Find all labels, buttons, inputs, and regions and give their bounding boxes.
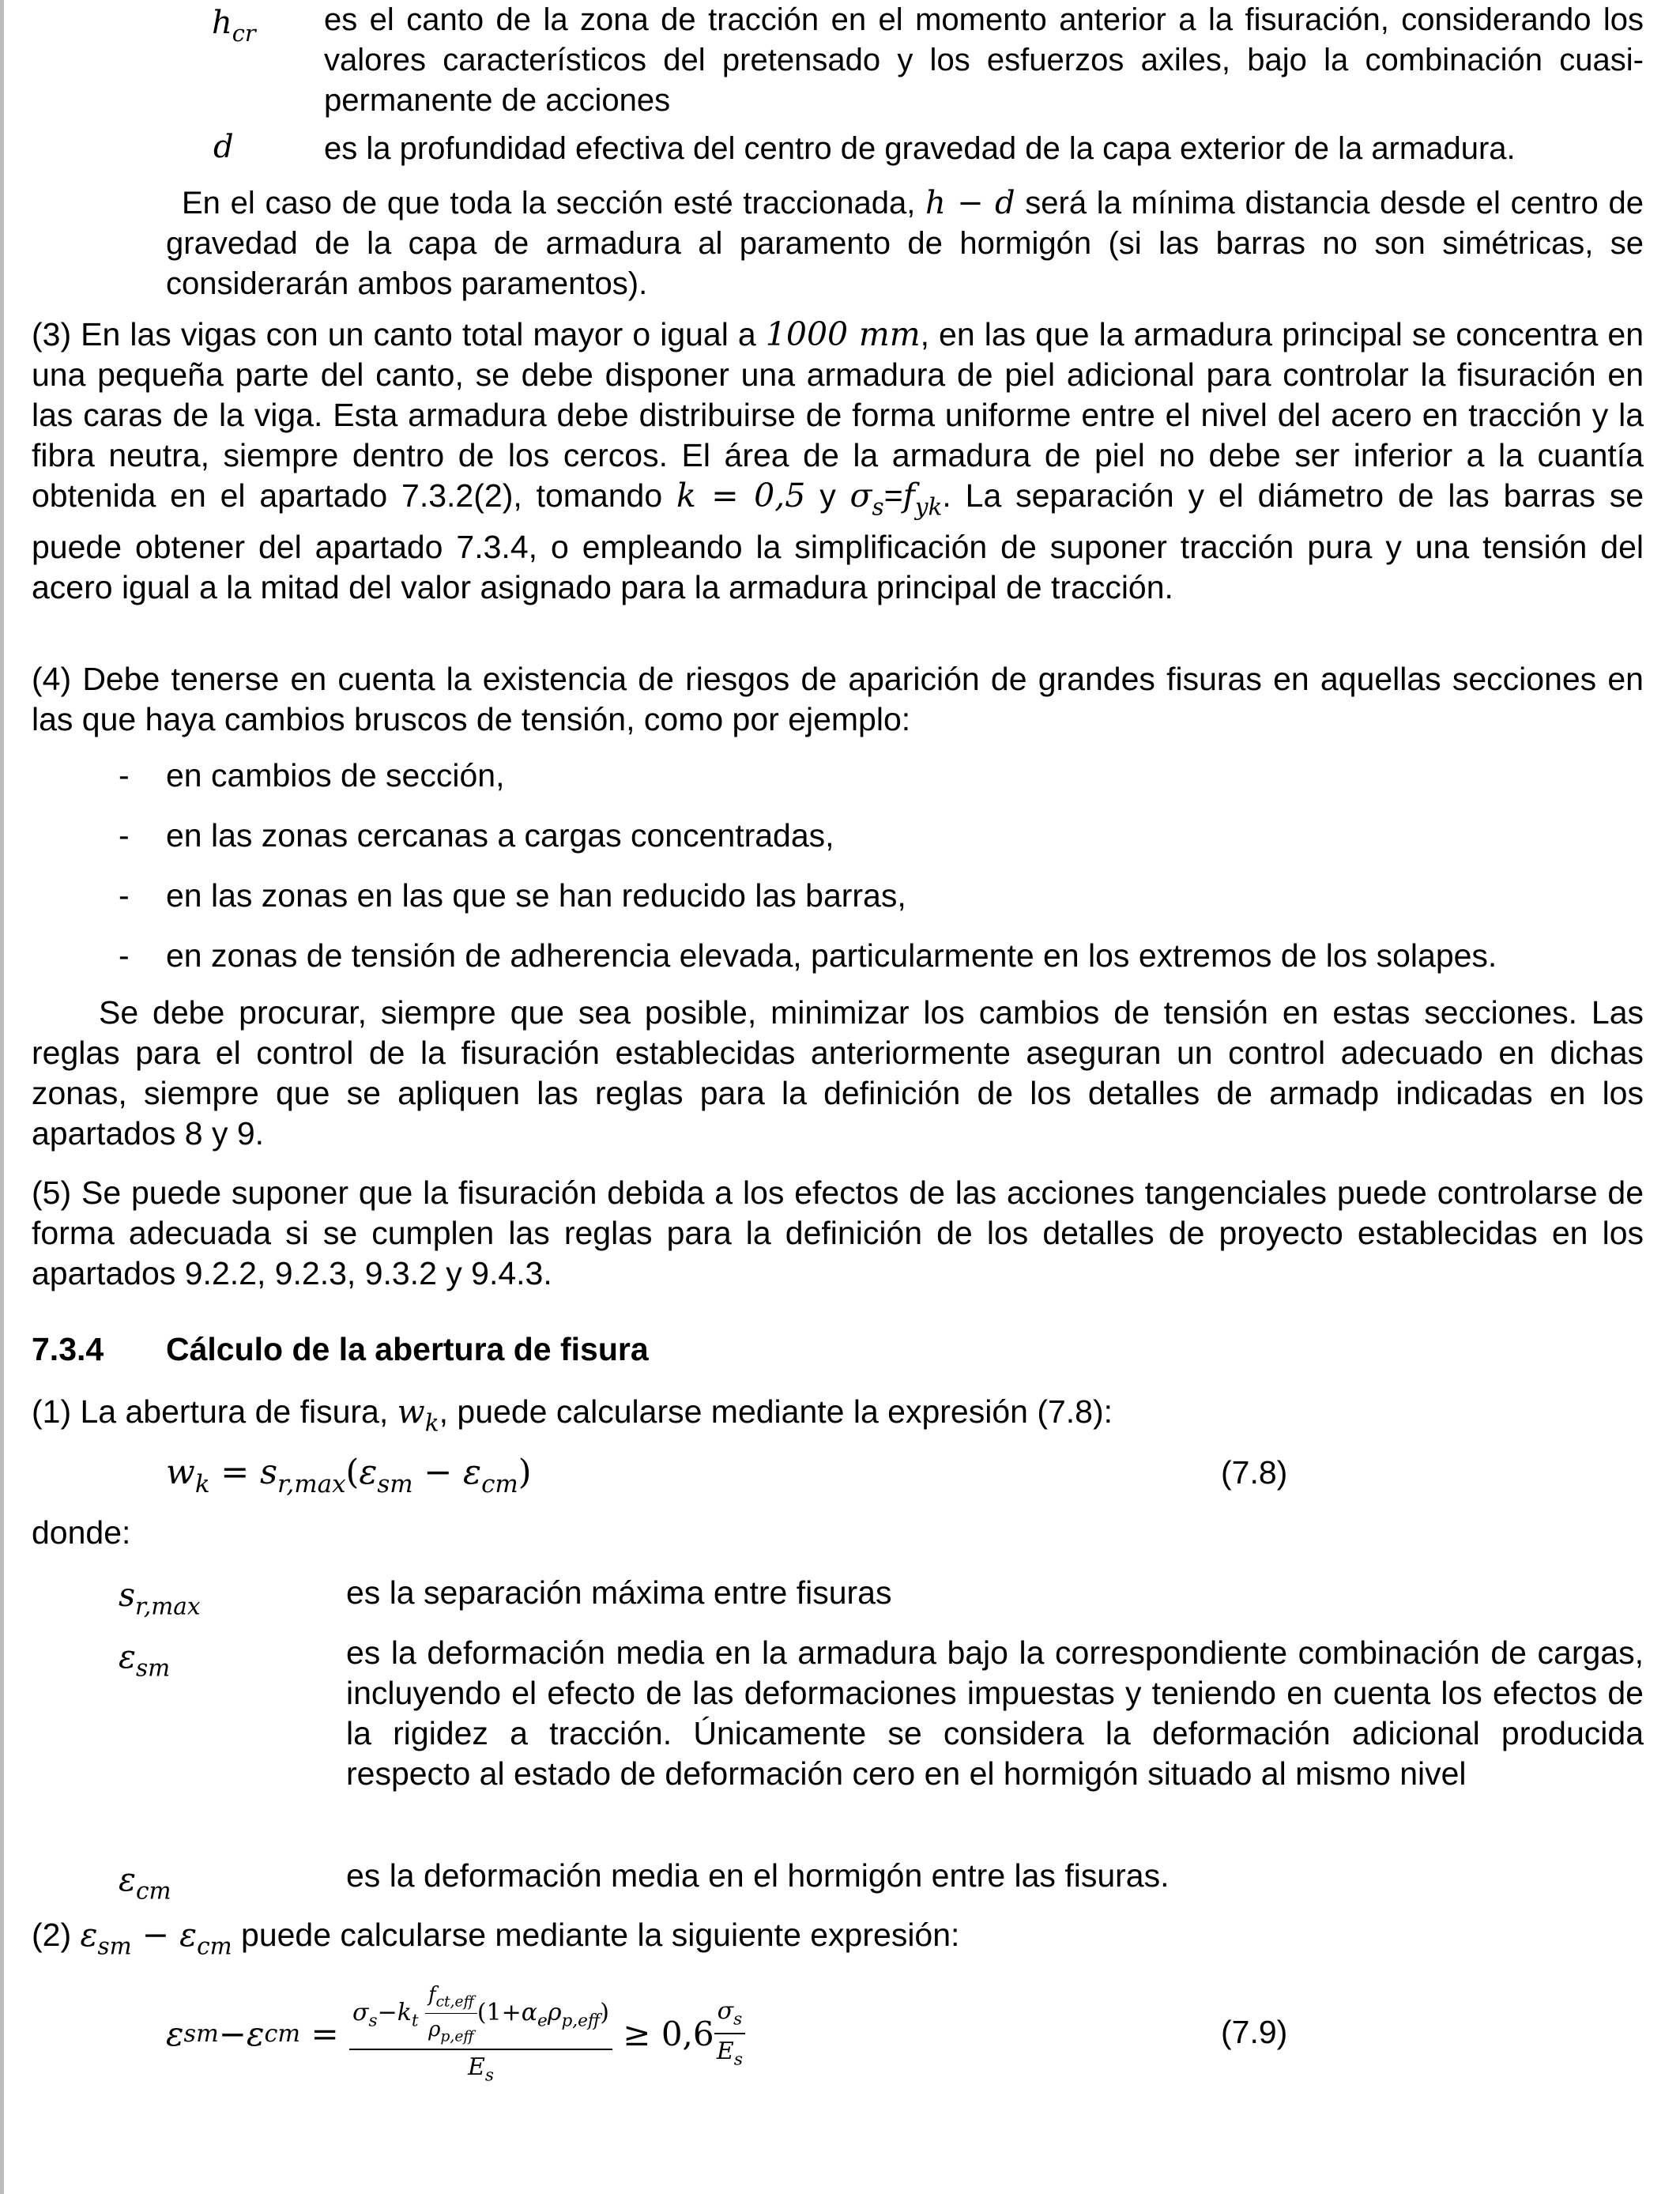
bullet-dash: - [119, 877, 130, 914]
def-text-esm: es la deformación media en la armadura bajo la correspondiente combinación de cargas, incluyendo el efecto de las deformaciones impuestas y teniendo en cuenta los efectos de la rigidez a tracción. Únicamente se considera la deformación adicional producida respecto al estado de deformación cero en el hormigón situado al mismo nivel [346, 1634, 1644, 1792]
main-denominator: $E_s$ [467, 2053, 494, 2086]
section-number: 7.3.4 [32, 1331, 104, 1367]
def-text-d: es la profundidad efectiva del centro de gravedad de la capa exterior de la armadura. [324, 131, 1516, 166]
bullet-dash: - [119, 757, 130, 794]
def-symbol-srmax: $s_{r,max}$ [119, 1576, 201, 1620]
donde-label: donde: [32, 1514, 131, 1551]
bullet-item: en las zonas cercanas a cargas concentradas, [166, 817, 834, 854]
def-text-ecm: es la deformación media en el hormigón entre las fisuras. [346, 1857, 1170, 1894]
section-title: Cálculo de la abertura de fisura [166, 1331, 649, 1367]
def-text-hcr: es el canto de la zona de tracción en el momento anterior a la fisuración, considerando los valores característicos del pretensado y los esfuerzos axiles, bajo la combinación cuasi-permanente de acciones [324, 2, 1644, 118]
def-symbol-esm: $\varepsilon_{sm}$ [119, 1638, 171, 1682]
equation-7-8: $w_k = s_{r,max}(\varepsilon_{sm} - \varepsilon_{cm})$ [166, 1453, 532, 1498]
def-symbol-d: d [213, 129, 234, 165]
equation-7-9-rhs-fraction: $\frac{\sigma_s}{E_s}$ [714, 1997, 746, 2069]
bullet-dash: - [119, 817, 130, 854]
equation-number-7-9: (7.9) [1221, 2014, 1288, 2050]
equation-7-9: ε sm − ε cm = $\sigma_s-k_t$ $\frac{f_{ct,eff}}{\rho_{p,eff}}$ $(1+\alpha_e\rho_{p,eff})$ $E_s$ ≥ 0,6 $\frac{\sigma_s}{E_s}$ [166, 1974, 745, 2093]
paragraph-2-deformacion: (2) $\varepsilon_{sm} - \varepsilon_{cm}$ puede calcularse mediante la siguiente expresión: [32, 1916, 960, 1960]
bullet-item: en zonas de tensión de adherencia elevada, particularmente en los extremos de los solapes. [166, 937, 1497, 974]
equation-number-7-8: (7.8) [1221, 1454, 1288, 1491]
bullet-item: en las zonas en las que se han reducido las barras, [166, 877, 906, 914]
inner-fraction: $\frac{f_{ct,eff}}{\rho_{p,eff}}$ [425, 1982, 477, 2045]
bullet-dash: - [119, 937, 130, 974]
paragraph-5: (5) Se puede suponer que la fisuración debida a los efectos de las acciones tangenciales puede controlarse de forma adecuada si se cumplen las reglas para la definición de los detalles de proyecto establecidas en los apartados 9.2.2, 9.2.3, 9.3.2 y 9.4.3. [32, 1174, 1644, 1291]
paragraph-3: (3) En las vigas con un canto total mayor o igual a 1000 mm, en las que la armadura principal se concentra en una pequeña parte del canto, se debe disponer una armadura de piel adicional para controlar la fisuración en las caras de la viga. Esta armadura debe distribuirse de forma uniforme entre el nivel del acero en tracción y la fibra neutra, siempre dentro de los cercos. El área de la armadura de piel no debe ser inferior a la cuantía obtenida en el apartado 7.3.2(2), tomando k = 0,5 y $\sigma_s=f_{yk}$. La separación y el diámetro de las barras se puede obtener del apartado 7.3.4, o empleando la simplificación de suponer tracción pura y una tensión del acero igual a la mitad del valor asignado para la armadura principal de tracción. [32, 315, 1644, 606]
paragraph-4: (4) Debe tenerse en cuenta la existencia de riesgos de aparición de grandes fisuras en aquellas secciones en las que haya cambios bruscos de tensión, como por ejemplo: [32, 661, 1644, 737]
main-numerator: $\sigma_s-k_t$ $\frac{f_{ct,eff}}{\rho_{p,eff}}$ $(1+\alpha_e\rho_{p,eff})$ [349, 1982, 612, 2050]
bullet-item: en cambios de sección, [166, 757, 505, 794]
def-symbol-hcr: $h_{cr}$ [212, 5, 256, 47]
note-seccion-traccionada: En el caso de que toda la sección esté traccionada, h − d será la mínima distancia desde el centro de gravedad de la capa de armadura al paramento de hormigón (si las barras no son simétricas, se considerarán ambos paramentos). [166, 185, 1644, 301]
page-left-border [0, 0, 4, 2194]
paragraph-1-abertura: (1) La abertura de fisura, $w_k$, puede calcularse mediante la expresión (7.8): [32, 1393, 1113, 1437]
bullet-list [32, 757, 1644, 994]
def-symbol-ecm: $\varepsilon_{cm}$ [119, 1860, 171, 1905]
paragraph-minimizar: Se debe procurar, siempre que sea posible, minimizar los cambios de tensión en estas secciones. Las reglas para el control de la fisuración establecidas anteriormente aseguran un control adecuado en dichas zonas, siempre que se apliquen las reglas para la definición de los detalles de armadp indicadas en los apartados 8 y 9. [32, 994, 1644, 1152]
section-heading [32, 1331, 104, 1368]
def-text-srmax: es la separación máxima entre fisuras [346, 1574, 892, 1611]
equation-7-9-main-fraction [349, 1982, 612, 2086]
